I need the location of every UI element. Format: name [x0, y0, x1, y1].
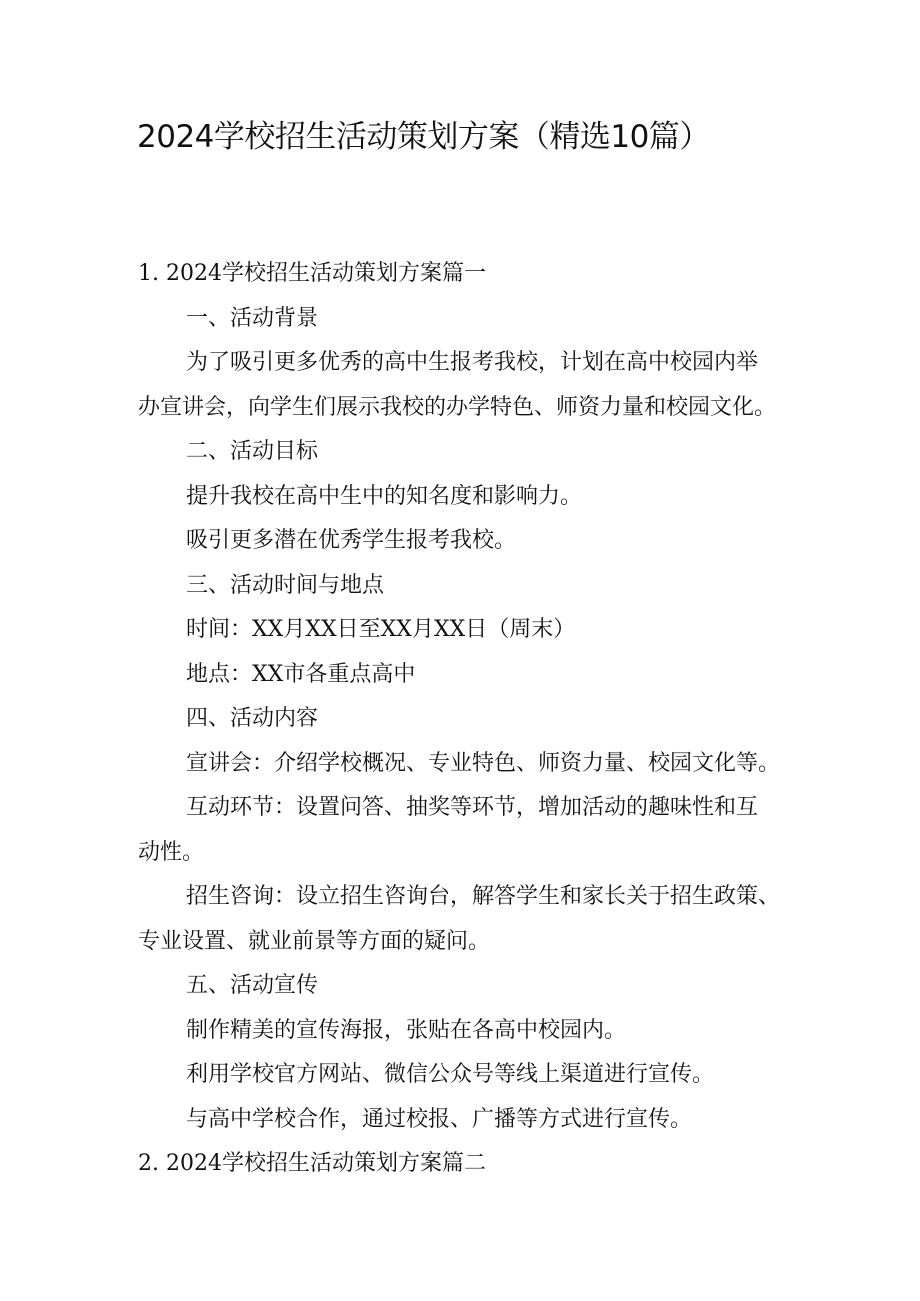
- paragraph-line: 提升我校在高中生中的知名度和影响力。: [186, 483, 583, 509]
- paragraph-line: 吸引更多潜在优秀学生报考我校。: [186, 528, 517, 553]
- subheading-content: 四、活动内容: [186, 706, 319, 731]
- paragraph-line: 为了吸引更多优秀的高中生报考我校，计划在高中校园内举: [186, 350, 759, 375]
- subheading-promotion: 五、活动宣传: [186, 973, 319, 998]
- paragraph-line: 地点：XX市各重点高中: [186, 661, 416, 687]
- document-body: [138, 252, 798, 1187]
- paragraph-line: 互动环节：设置问答、抽奖等环节，增加活动的趣味性和互: [186, 795, 759, 820]
- section-heading-2: 2. 2024学校招生活动策划方案篇二: [138, 1151, 486, 1176]
- subheading-background: 一、活动背景: [186, 305, 319, 331]
- paragraph-line: 专业设置、就业前景等方面的疑问。: [138, 928, 491, 954]
- subheading-goals: 二、活动目标: [186, 439, 319, 464]
- paragraph-line: 制作精美的宣传海报，张贴在各高中校园内。: [186, 1017, 627, 1043]
- paragraph-line: 办宣讲会，向学生们展示我校的办学特色、师资力量和校园文化。: [138, 394, 777, 420]
- section-heading-1: 1. 2024学校招生活动策划方案篇一: [138, 261, 486, 286]
- paragraph-line: 动性。: [138, 839, 205, 865]
- paragraph-line: 宣讲会：介绍学校概况、专业特色、师资力量、校园文化等。: [186, 750, 781, 776]
- document-title: 2024学校招生活动策划方案（精选10篇）: [137, 119, 710, 155]
- paragraph-line: 招生咨询：设立招生咨询台，解答学生和家长关于招生政策、: [186, 884, 781, 909]
- paragraph-line: 与高中学校合作，通过校报、广播等方式进行宣传。: [186, 1106, 693, 1132]
- paragraph-line: 利用学校官方网站、微信公众号等线上渠道进行宣传。: [186, 1062, 715, 1087]
- subheading-time-place: 三、活动时间与地点: [186, 572, 385, 598]
- paragraph-line: 时间：XX月XX日至XX月XX日（周末）: [186, 617, 576, 642]
